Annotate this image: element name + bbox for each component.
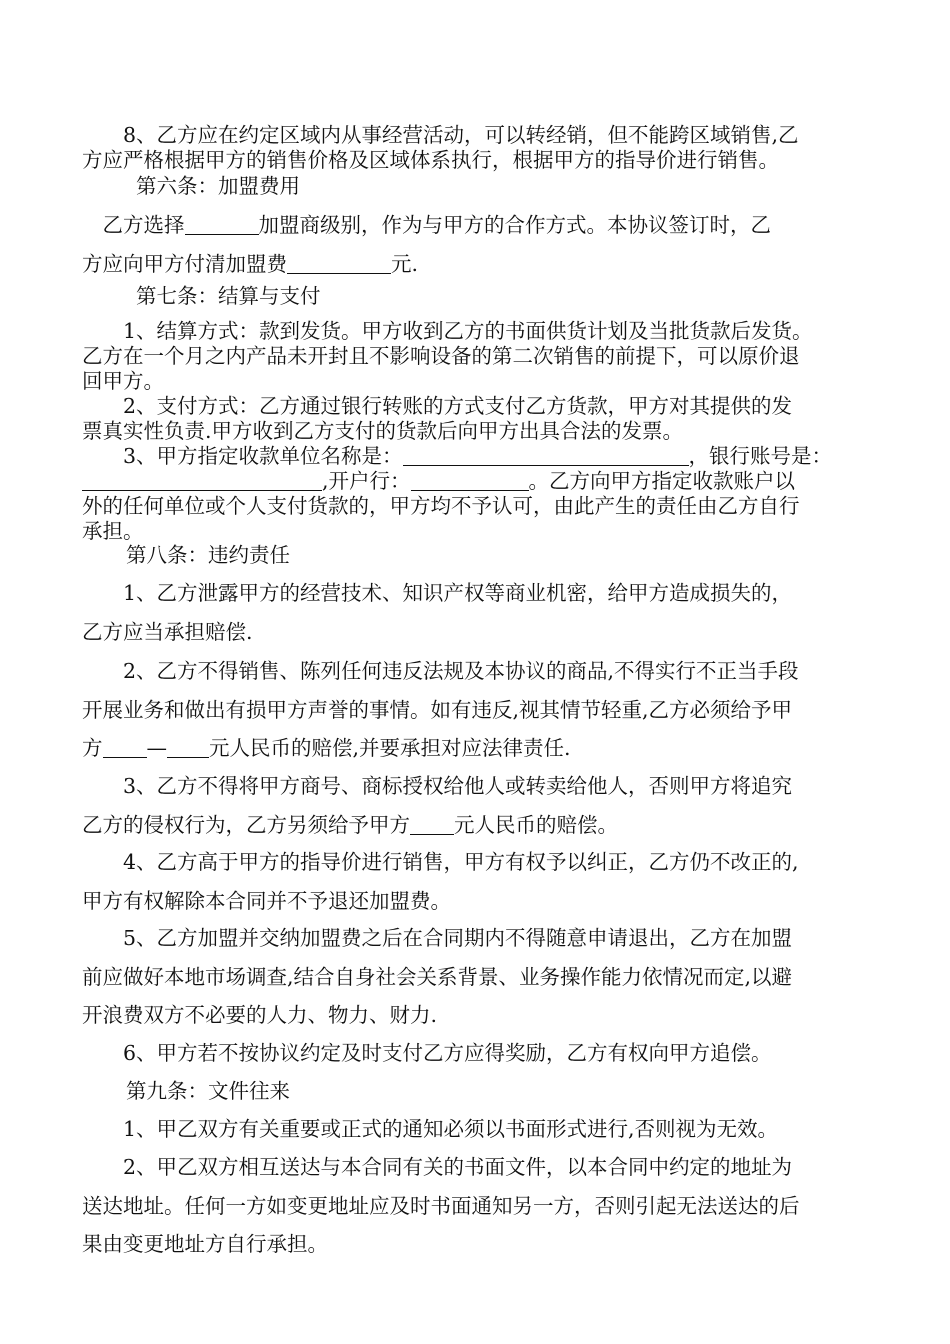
breach-clause-5 <box>82 919 882 1035</box>
text-line: 开展业务和做出有损甲方声誉的事情。如有违反,视其情节轻重,乙方必须给予甲 <box>82 697 793 722</box>
franchise-fee-paragraph <box>82 206 882 283</box>
text-line: 1、乙方泄露甲方的经营技术、知识产权等商业机密，给甲方造成损失的， <box>82 581 793 605</box>
text-line <box>82 444 882 469</box>
text-segment: 元人民币的赔偿,并要承担对应法律责任. <box>209 736 571 760</box>
compensation-max-blank <box>167 737 209 759</box>
franchise-level-blank <box>185 214 259 236</box>
text-segment: ，银行账号是： <box>688 444 833 468</box>
text-line: 前应做好本地市场调查,结合自身社会关系背景、业务操作能力依情况而定,以避 <box>82 964 793 989</box>
text-line: 4、乙方高于甲方的指导价进行销售，甲方有权予以纠正，乙方仍不改正的, <box>82 850 799 874</box>
text-line: 承担。 <box>82 519 144 543</box>
text-line: 送达地址。任何一方如变更地址应及时书面通知另一方，否则引起无法送达的后 <box>82 1193 800 1218</box>
text-line: 1、甲乙双方有关重要或正式的通知必须以书面形式进行,否则视为无效。 <box>82 1117 779 1141</box>
text-segment: 。乙方向甲方指定收款账户以 <box>528 469 796 493</box>
text-segment: 元. <box>391 251 419 276</box>
text-segment: ,开户行： <box>322 469 411 493</box>
settlement-paragraph <box>82 319 882 444</box>
text-line: 2、支付方式：乙方通过银行转账的方式支付乙方货款，甲方对其提供的发 <box>82 394 793 418</box>
text-line: 3、乙方不得将甲方商号、商标授权给他人或转卖给他人，否则甲方将追究 <box>82 774 793 798</box>
compensation-min-blank <box>103 737 147 759</box>
text-line <box>82 729 882 768</box>
article-8-heading: 第八条：违约责任 <box>126 543 290 567</box>
clause-8-paragraph <box>82 123 882 173</box>
article-6-heading: 第六条：加盟费用 <box>136 174 300 198</box>
text-line: 乙方应当承担赔偿. <box>82 619 253 644</box>
text-line: 8、乙方应在约定区域内从事经营活动，可以转经销，但不能跨区域销售,乙 <box>82 123 799 147</box>
text-segment: 加盟商级别，作为与甲方的合作方式。本协议签订时，乙 <box>258 213 771 237</box>
text-segment: 方 <box>82 736 103 760</box>
text-line: 2、甲乙双方相互送达与本合同有关的书面文件，以本合同中约定的地址为 <box>82 1155 793 1179</box>
text-segment: 元人民币的赔偿。 <box>454 812 618 837</box>
bank-account-blank <box>82 470 322 492</box>
text-line <box>82 806 882 845</box>
text-segment: 方应向甲方付清加盟费 <box>82 251 287 276</box>
text-line: 果由变更地址方自行承担。 <box>82 1232 328 1256</box>
article-9-heading: 第九条：文件往来 <box>126 1079 290 1103</box>
text-line: 方应严格根据甲方的销售价格及区域体系执行，根据甲方的指导价进行销售。 <box>82 148 779 172</box>
text-line: 乙方在一个月之内产品未开封且不影响设备的第二次销售的前提下，可以原价退 <box>82 344 800 368</box>
text-line: 甲方有权解除本合同并不予退还加盟费。 <box>82 888 451 913</box>
text-line: 5、乙方加盟并交纳加盟费之后在合同期内不得随意申请退出，乙方在加盟 <box>82 926 793 950</box>
text-segment: 乙方的侵权行为，乙方另须给予甲方 <box>82 812 410 837</box>
article-7-heading: 第七条：结算与支付 <box>136 284 321 308</box>
breach-clause-6 <box>82 1034 882 1073</box>
text-line: 2、乙方不得销售、陈列任何违反法规及本协议的商品,不得实行不正当手段 <box>82 659 799 683</box>
text-segment: 乙方选择 <box>82 213 185 237</box>
compensation-amount-blank <box>410 813 454 835</box>
receiving-account-paragraph <box>82 444 882 544</box>
breach-clause-2 <box>82 652 882 768</box>
text-line <box>82 206 882 245</box>
text-segment: 3、甲方指定收款单位名称是： <box>82 444 403 468</box>
franchise-fee-blank <box>287 252 391 274</box>
text-line: 回甲方。 <box>82 369 164 393</box>
breach-clause-3 <box>82 767 882 844</box>
text-line <box>82 245 882 284</box>
document-clause-1 <box>82 1110 882 1149</box>
text-line: 1、结算方式：款到发货。甲方收到乙方的书面供货计划及当批货款后发货。 <box>82 319 813 343</box>
text-line: 6、甲方若不按协议约定及时支付乙方应得奖励，乙方有权向甲方追偿。 <box>82 1041 772 1065</box>
bank-name-blank <box>411 470 529 492</box>
text-line: 开浪费双方不必要的人力、物力、财力. <box>82 1003 438 1027</box>
text-line <box>82 469 882 494</box>
breach-clause-4 <box>82 843 882 920</box>
document-clause-2 <box>82 1148 882 1264</box>
text-line: 外的任何单位或个人支付货款的，甲方均不予认可，由此产生的责任由乙方自行 <box>82 494 800 518</box>
payee-name-blank <box>403 445 689 467</box>
breach-clause-1 <box>82 574 882 651</box>
text-line: 票真实性负责.甲方收到乙方支付的货款后向甲方出具合法的发票。 <box>82 419 684 443</box>
text-segment: — <box>146 736 167 760</box>
